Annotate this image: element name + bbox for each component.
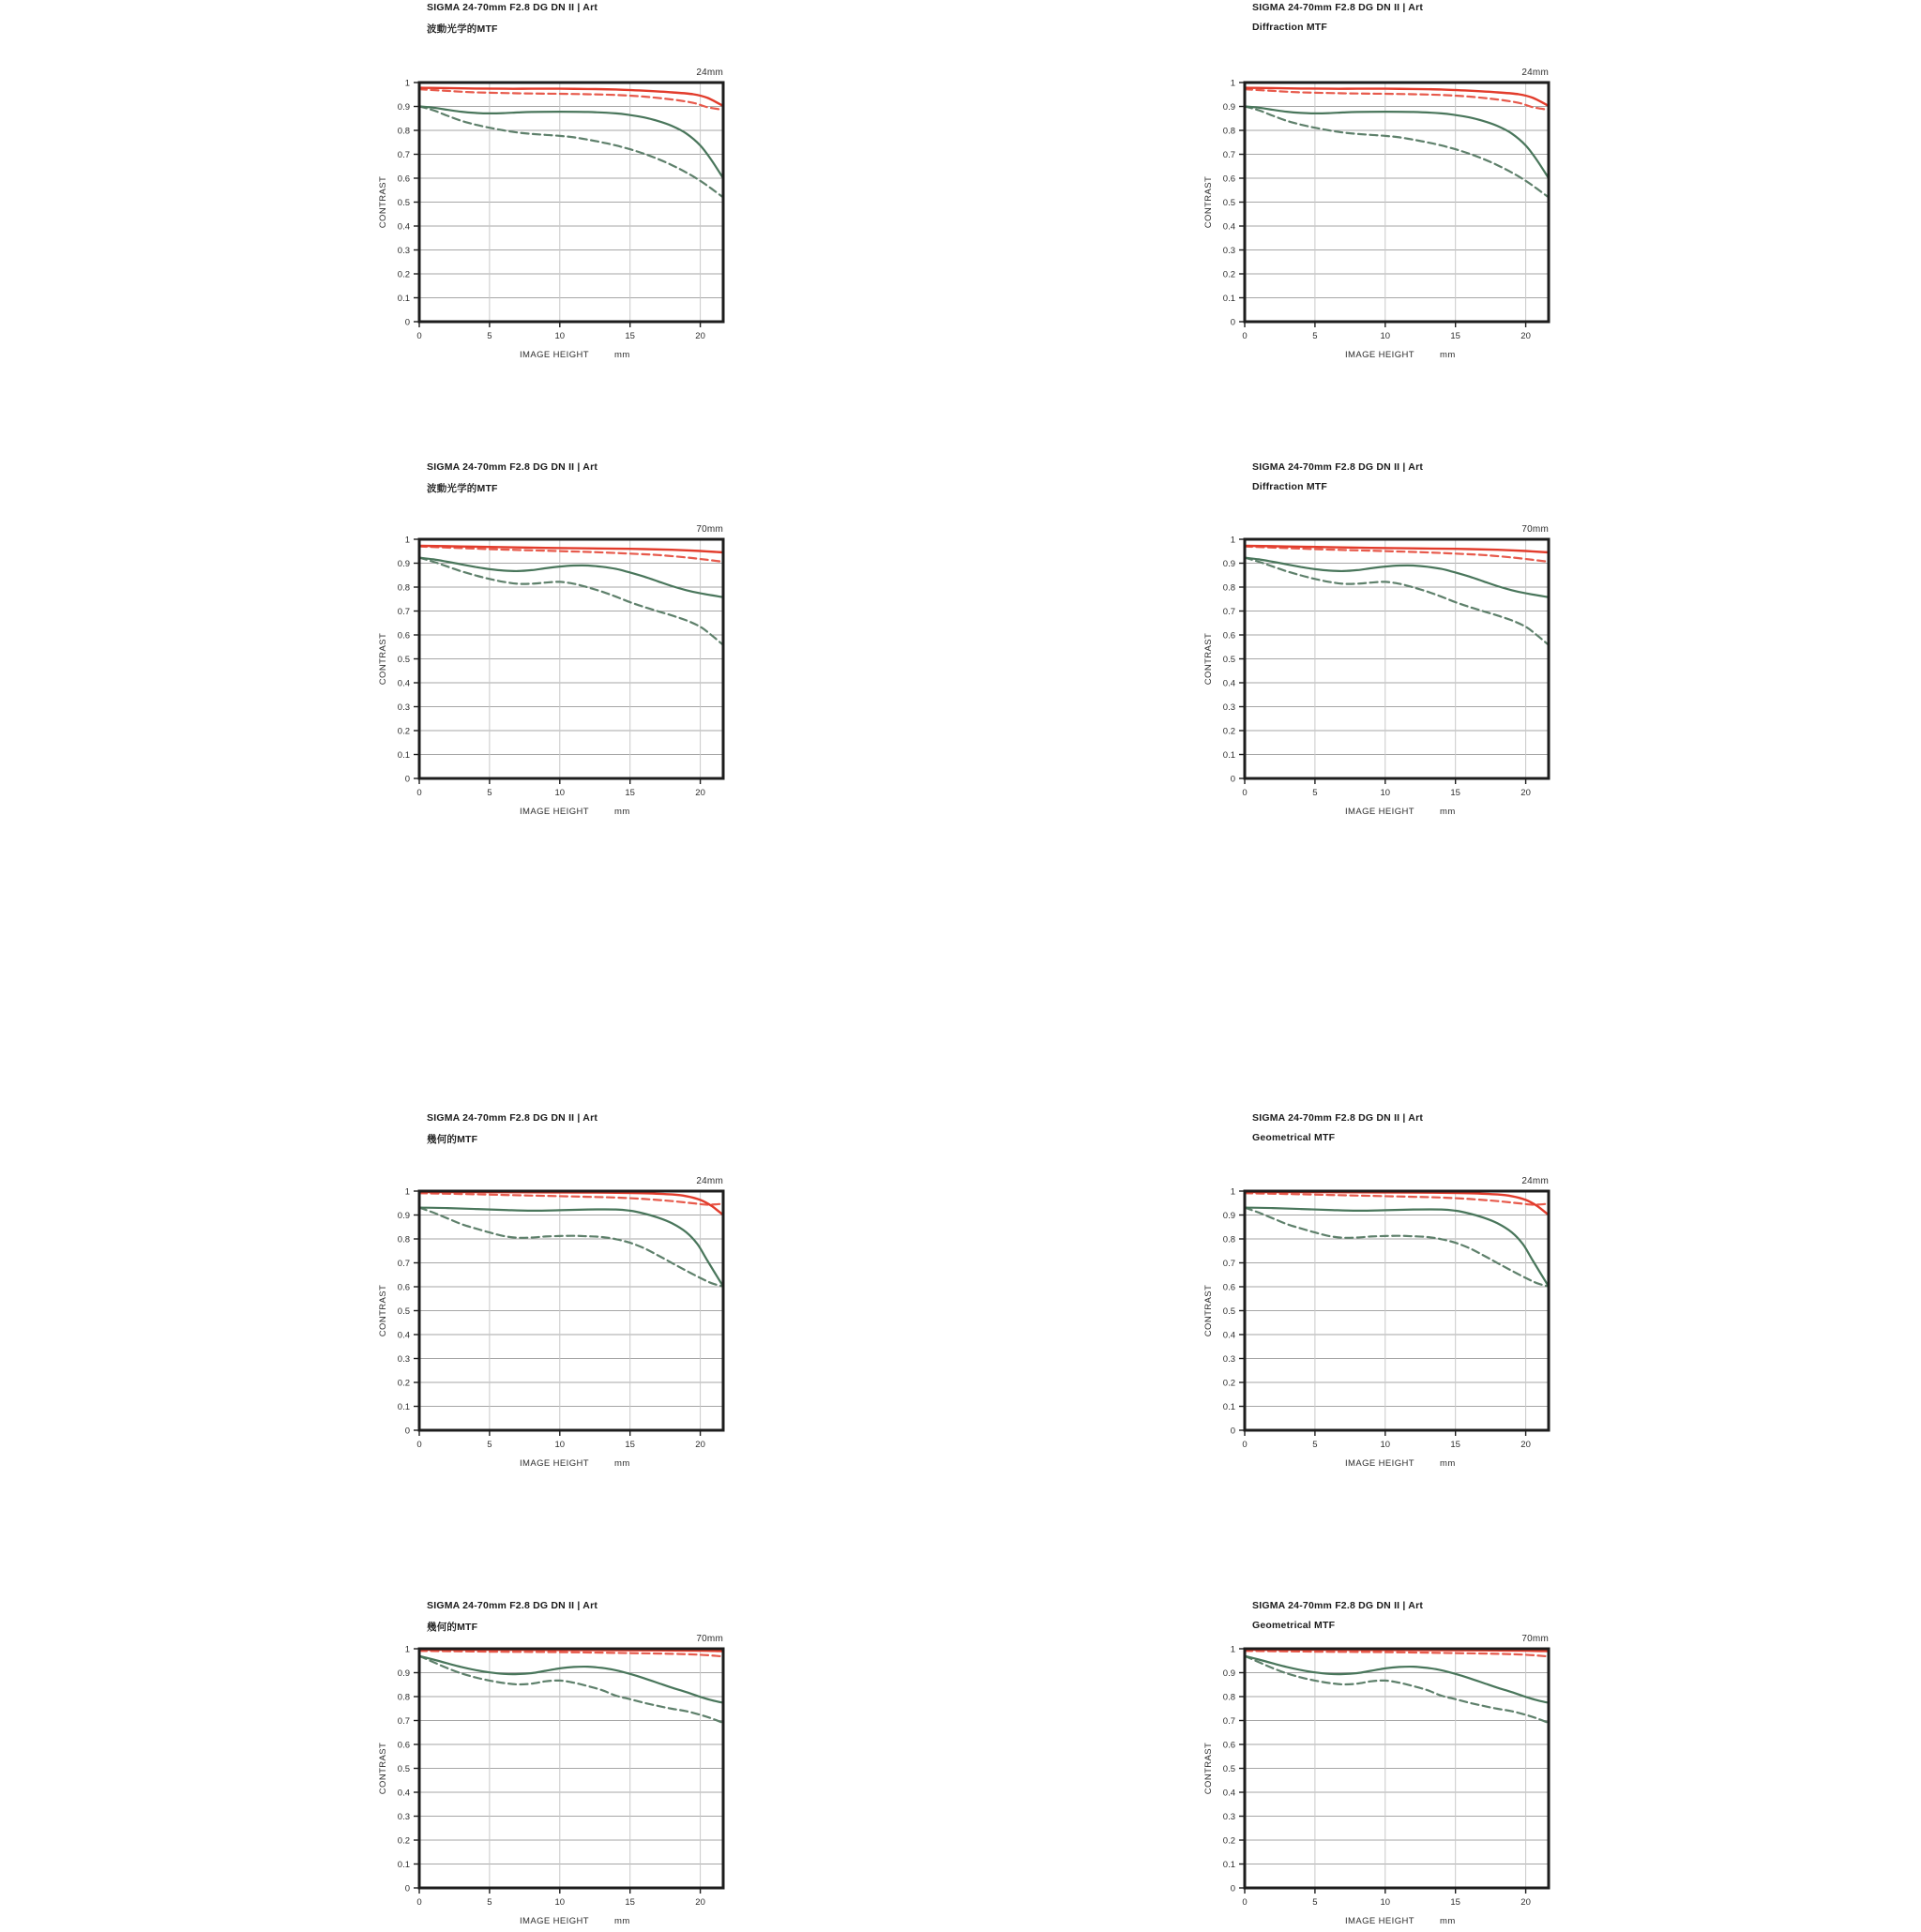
- y-tick-label: 0.2: [1222, 1378, 1235, 1389]
- y-tick-label: 0.6: [397, 630, 410, 641]
- focal-length-label: 70mm: [1521, 1634, 1549, 1644]
- x-axis-unit: mm: [614, 350, 630, 360]
- y-tick-label: 0.1: [1222, 750, 1235, 761]
- y-tick-label: 1: [404, 1186, 410, 1198]
- y-tick-label: 0: [1230, 1426, 1235, 1437]
- y-tick-label: 0.7: [397, 150, 410, 160]
- y-tick-label: 0.5: [1222, 1306, 1235, 1317]
- y-tick-label: 0.4: [1222, 678, 1235, 689]
- x-tick-label: 5: [487, 331, 492, 341]
- y-tick-label: 0.8: [397, 126, 410, 137]
- y-tick-label: 0.3: [397, 246, 410, 256]
- mtf-type-subtitle: Diffraction MTF: [1252, 22, 1327, 33]
- y-tick-label: 0: [1230, 774, 1235, 785]
- y-axis-label: CONTRAST: [1203, 1284, 1214, 1337]
- focal-length-label: 70mm: [696, 524, 723, 535]
- y-tick-label: 0.5: [397, 198, 410, 208]
- y-tick-label: 0.5: [1222, 198, 1235, 208]
- x-tick-label: 5: [487, 1440, 492, 1450]
- curve-green-dashed: [1245, 107, 1549, 198]
- y-tick-label: 0.1: [1222, 1402, 1235, 1412]
- y-tick-label: 0.6: [397, 1282, 410, 1293]
- y-tick-label: 0.8: [1222, 1234, 1235, 1245]
- y-tick-label: 0.9: [397, 1211, 410, 1221]
- mtf-type-subtitle: Geometrical MTF: [1252, 1620, 1336, 1631]
- curve-green-solid: [1245, 107, 1549, 179]
- y-tick-label: 0.9: [397, 1668, 410, 1679]
- x-tick-label: 0: [1242, 788, 1248, 798]
- x-tick-label: 15: [625, 1440, 635, 1450]
- mtf-plot: [1177, 1161, 1594, 1474]
- y-tick-label: 1: [1230, 78, 1235, 89]
- curve-red-solid: [419, 88, 723, 106]
- lens-model-title: SIGMA 24-70mm F2.8 DG DN II | Art: [1252, 2, 1424, 13]
- x-tick-label: 20: [1520, 1897, 1531, 1908]
- x-axis-unit: mm: [1440, 807, 1456, 817]
- x-tick-label: 0: [1242, 1897, 1248, 1908]
- mtf-plot: [352, 509, 768, 823]
- y-tick-label: 0.5: [1222, 1764, 1235, 1774]
- y-tick-label: 0.2: [397, 1835, 410, 1847]
- x-tick-label: 5: [1312, 331, 1318, 341]
- y-tick-label: 0.7: [397, 1716, 410, 1727]
- y-tick-label: 0.5: [1222, 655, 1235, 665]
- x-tick-label: 15: [1450, 788, 1460, 798]
- curve-green-dashed: [1245, 558, 1549, 645]
- x-tick-label: 20: [695, 1897, 705, 1908]
- curve-green-dashed: [419, 558, 723, 645]
- mtf-plot: [352, 1161, 768, 1474]
- y-tick-label: 0.5: [397, 1306, 410, 1317]
- y-tick-label: 0.8: [397, 582, 410, 594]
- y-tick-label: 0.5: [397, 655, 410, 665]
- mtf-plot: [1177, 509, 1594, 823]
- x-tick-label: 15: [1450, 331, 1460, 341]
- y-tick-label: 0.7: [1222, 1259, 1235, 1269]
- y-tick-label: 0.6: [397, 174, 410, 185]
- y-tick-label: 0.7: [1222, 150, 1235, 160]
- mtf-type-subtitle: Diffraction MTF: [1252, 481, 1327, 492]
- y-tick-label: 0.8: [1222, 582, 1235, 594]
- mtf-plot: [352, 53, 768, 366]
- x-tick-label: 10: [554, 788, 566, 798]
- y-tick-label: 0.2: [1222, 1835, 1235, 1847]
- x-tick-label: 20: [1520, 331, 1531, 341]
- y-tick-label: 0: [404, 774, 410, 785]
- y-tick-label: 0.4: [397, 1330, 410, 1341]
- x-axis-label: IMAGE HEIGHT: [1345, 1916, 1414, 1926]
- x-tick-label: 0: [1242, 331, 1248, 341]
- y-tick-label: 0.3: [1222, 1812, 1235, 1822]
- y-axis-label: CONTRAST: [1203, 175, 1214, 229]
- y-tick-label: 0.3: [397, 702, 410, 713]
- y-tick-label: 0.4: [397, 678, 410, 689]
- y-tick-label: 0.9: [1222, 1211, 1235, 1221]
- curve-green-solid: [419, 1656, 723, 1703]
- focal-length-label: 24mm: [1521, 68, 1549, 78]
- x-axis-unit: mm: [1440, 1916, 1456, 1926]
- y-tick-label: 0.1: [1222, 1860, 1235, 1870]
- x-tick-label: 15: [625, 788, 635, 798]
- x-tick-label: 0: [416, 331, 422, 341]
- x-axis-unit: mm: [614, 807, 630, 817]
- y-tick-label: 0.5: [397, 1764, 410, 1774]
- curve-red-solid: [1245, 88, 1549, 106]
- x-axis-unit: mm: [614, 1916, 630, 1926]
- x-tick-label: 10: [554, 1897, 566, 1908]
- y-tick-label: 0: [1230, 1883, 1235, 1894]
- curve-green-solid: [419, 107, 723, 179]
- y-axis-label: CONTRAST: [1203, 632, 1214, 686]
- x-tick-label: 20: [1520, 788, 1531, 798]
- y-tick-label: 0.9: [397, 559, 410, 569]
- grid: [1245, 83, 1549, 322]
- mtf-plot: [352, 1619, 768, 1932]
- grid: [1245, 539, 1549, 778]
- x-tick-label: 10: [1380, 1440, 1391, 1450]
- y-tick-label: 0.9: [1222, 559, 1235, 569]
- y-tick-label: 1: [1230, 1644, 1235, 1655]
- x-tick-label: 5: [1312, 788, 1318, 798]
- focal-length-label: 24mm: [696, 68, 723, 78]
- y-tick-label: 0.1: [1222, 294, 1235, 304]
- x-axis-label: IMAGE HEIGHT: [1345, 350, 1414, 360]
- lens-model-title: SIGMA 24-70mm F2.8 DG DN II | Art: [427, 461, 598, 473]
- x-tick-label: 0: [416, 1440, 422, 1450]
- curve-red-solid: [1245, 1192, 1549, 1215]
- y-tick-label: 0.6: [1222, 630, 1235, 641]
- curve-green-dashed: [419, 107, 723, 198]
- y-tick-label: 0.9: [1222, 102, 1235, 113]
- y-tick-label: 1: [404, 1644, 410, 1655]
- mtf-type-subtitle: 波動光学的MTF: [427, 483, 498, 494]
- y-tick-label: 0.8: [1222, 1692, 1235, 1703]
- curve-red-dashed: [419, 1651, 723, 1656]
- lens-model-title: SIGMA 24-70mm F2.8 DG DN II | Art: [1252, 1600, 1424, 1611]
- y-tick-label: 0.7: [1222, 607, 1235, 617]
- y-tick-label: 0.4: [397, 221, 410, 233]
- x-tick-label: 5: [487, 1897, 492, 1908]
- x-axis-unit: mm: [1440, 1458, 1456, 1469]
- y-tick-label: 0.9: [397, 102, 410, 113]
- y-tick-label: 0.3: [1222, 1354, 1235, 1365]
- x-tick-label: 10: [1380, 788, 1391, 798]
- x-tick-label: 10: [554, 331, 566, 341]
- y-axis-label: CONTRAST: [378, 632, 388, 686]
- mtf-type-subtitle: 波動光学的MTF: [427, 23, 498, 35]
- curve-red-dashed: [1245, 1651, 1549, 1656]
- y-tick-label: 0.1: [397, 294, 410, 304]
- grid: [419, 1649, 723, 1888]
- y-tick-label: 0.1: [397, 1860, 410, 1870]
- y-tick-label: 0.8: [397, 1692, 410, 1703]
- y-tick-label: 1: [1230, 535, 1235, 546]
- y-axis-label: CONTRAST: [1203, 1742, 1214, 1795]
- grid: [419, 83, 723, 322]
- y-tick-label: 0.7: [397, 1259, 410, 1269]
- y-tick-label: 0.6: [1222, 1282, 1235, 1293]
- y-tick-label: 0.8: [1222, 126, 1235, 137]
- x-tick-label: 20: [695, 331, 705, 341]
- y-axis-label: CONTRAST: [378, 175, 388, 229]
- curve-green-dashed: [1245, 1208, 1549, 1287]
- y-tick-label: 0.3: [397, 1354, 410, 1365]
- y-tick-label: 0: [404, 317, 410, 328]
- x-tick-label: 0: [1242, 1440, 1248, 1450]
- x-axis-label: IMAGE HEIGHT: [1345, 807, 1414, 817]
- y-tick-label: 0.6: [397, 1740, 410, 1751]
- y-tick-label: 0: [404, 1426, 410, 1437]
- mtf-type-subtitle: 幾何的MTF: [427, 1622, 478, 1633]
- y-tick-label: 0.4: [397, 1788, 410, 1799]
- y-tick-label: 0.9: [1222, 1668, 1235, 1679]
- y-tick-label: 0.7: [397, 607, 410, 617]
- y-tick-label: 0.3: [1222, 702, 1235, 713]
- focal-length-label: 24mm: [1521, 1176, 1549, 1186]
- curve-green-solid: [1245, 1208, 1549, 1287]
- curve-green-solid: [419, 1208, 723, 1287]
- y-tick-label: 0.3: [1222, 246, 1235, 256]
- x-axis-unit: mm: [614, 1458, 630, 1469]
- grid: [1245, 1649, 1549, 1888]
- y-tick-label: 0.2: [1222, 726, 1235, 737]
- focal-length-label: 24mm: [696, 1176, 723, 1186]
- y-tick-label: 0.1: [397, 1402, 410, 1412]
- y-tick-label: 1: [404, 535, 410, 546]
- x-tick-label: 15: [625, 1897, 635, 1908]
- x-axis-label: IMAGE HEIGHT: [1345, 1458, 1414, 1469]
- curve-green-dashed: [419, 1208, 723, 1287]
- x-tick-label: 15: [1450, 1897, 1460, 1908]
- y-tick-label: 0.1: [397, 750, 410, 761]
- y-tick-label: 0.2: [1222, 269, 1235, 280]
- y-tick-label: 0.4: [1222, 221, 1235, 233]
- x-tick-label: 5: [487, 788, 492, 798]
- curve-red-solid: [419, 1192, 723, 1215]
- x-axis-label: IMAGE HEIGHT: [520, 1916, 589, 1926]
- x-tick-label: 10: [1380, 1897, 1391, 1908]
- y-tick-label: 0.4: [1222, 1330, 1235, 1341]
- x-axis-label: IMAGE HEIGHT: [520, 1458, 589, 1469]
- mtf-plot: [1177, 1619, 1594, 1932]
- lens-model-title: SIGMA 24-70mm F2.8 DG DN II | Art: [427, 1112, 598, 1124]
- y-tick-label: 0.6: [1222, 1740, 1235, 1751]
- y-tick-label: 0.6: [1222, 174, 1235, 185]
- lens-model-title: SIGMA 24-70mm F2.8 DG DN II | Art: [427, 2, 598, 13]
- x-tick-label: 15: [1450, 1440, 1460, 1450]
- x-tick-label: 20: [695, 1440, 705, 1450]
- y-tick-label: 0: [1230, 317, 1235, 328]
- x-tick-label: 10: [554, 1440, 566, 1450]
- x-tick-label: 5: [1312, 1897, 1318, 1908]
- mtf-type-subtitle: 幾何的MTF: [427, 1134, 478, 1145]
- y-tick-label: 0.4: [1222, 1788, 1235, 1799]
- y-tick-label: 0.2: [397, 269, 410, 280]
- x-tick-label: 0: [416, 1897, 422, 1908]
- curve-green-solid: [1245, 1656, 1549, 1703]
- y-tick-label: 0.3: [397, 1812, 410, 1822]
- x-tick-label: 20: [695, 788, 705, 798]
- y-tick-label: 1: [404, 78, 410, 89]
- mtf-plot: [1177, 53, 1594, 366]
- y-tick-label: 0.8: [397, 1234, 410, 1245]
- x-tick-label: 10: [1380, 331, 1391, 341]
- x-tick-label: 5: [1312, 1440, 1318, 1450]
- x-axis-label: IMAGE HEIGHT: [520, 807, 589, 817]
- mtf-type-subtitle: Geometrical MTF: [1252, 1132, 1336, 1143]
- x-tick-label: 0: [416, 788, 422, 798]
- y-tick-label: 0.2: [397, 1378, 410, 1389]
- y-tick-label: 0: [404, 1883, 410, 1894]
- y-tick-label: 0.7: [1222, 1716, 1235, 1727]
- lens-model-title: SIGMA 24-70mm F2.8 DG DN II | Art: [427, 1600, 598, 1611]
- lens-model-title: SIGMA 24-70mm F2.8 DG DN II | Art: [1252, 461, 1424, 473]
- x-tick-label: 15: [625, 331, 635, 341]
- y-axis-label: CONTRAST: [378, 1742, 388, 1795]
- x-tick-label: 20: [1520, 1440, 1531, 1450]
- lens-model-title: SIGMA 24-70mm F2.8 DG DN II | Art: [1252, 1112, 1424, 1124]
- focal-length-label: 70mm: [1521, 524, 1549, 535]
- focal-length-label: 70mm: [696, 1634, 723, 1644]
- y-axis-label: CONTRAST: [378, 1284, 388, 1337]
- y-tick-label: 0.2: [397, 726, 410, 737]
- grid: [419, 539, 723, 778]
- x-axis-label: IMAGE HEIGHT: [520, 350, 589, 360]
- x-axis-unit: mm: [1440, 350, 1456, 360]
- y-tick-label: 1: [1230, 1186, 1235, 1198]
